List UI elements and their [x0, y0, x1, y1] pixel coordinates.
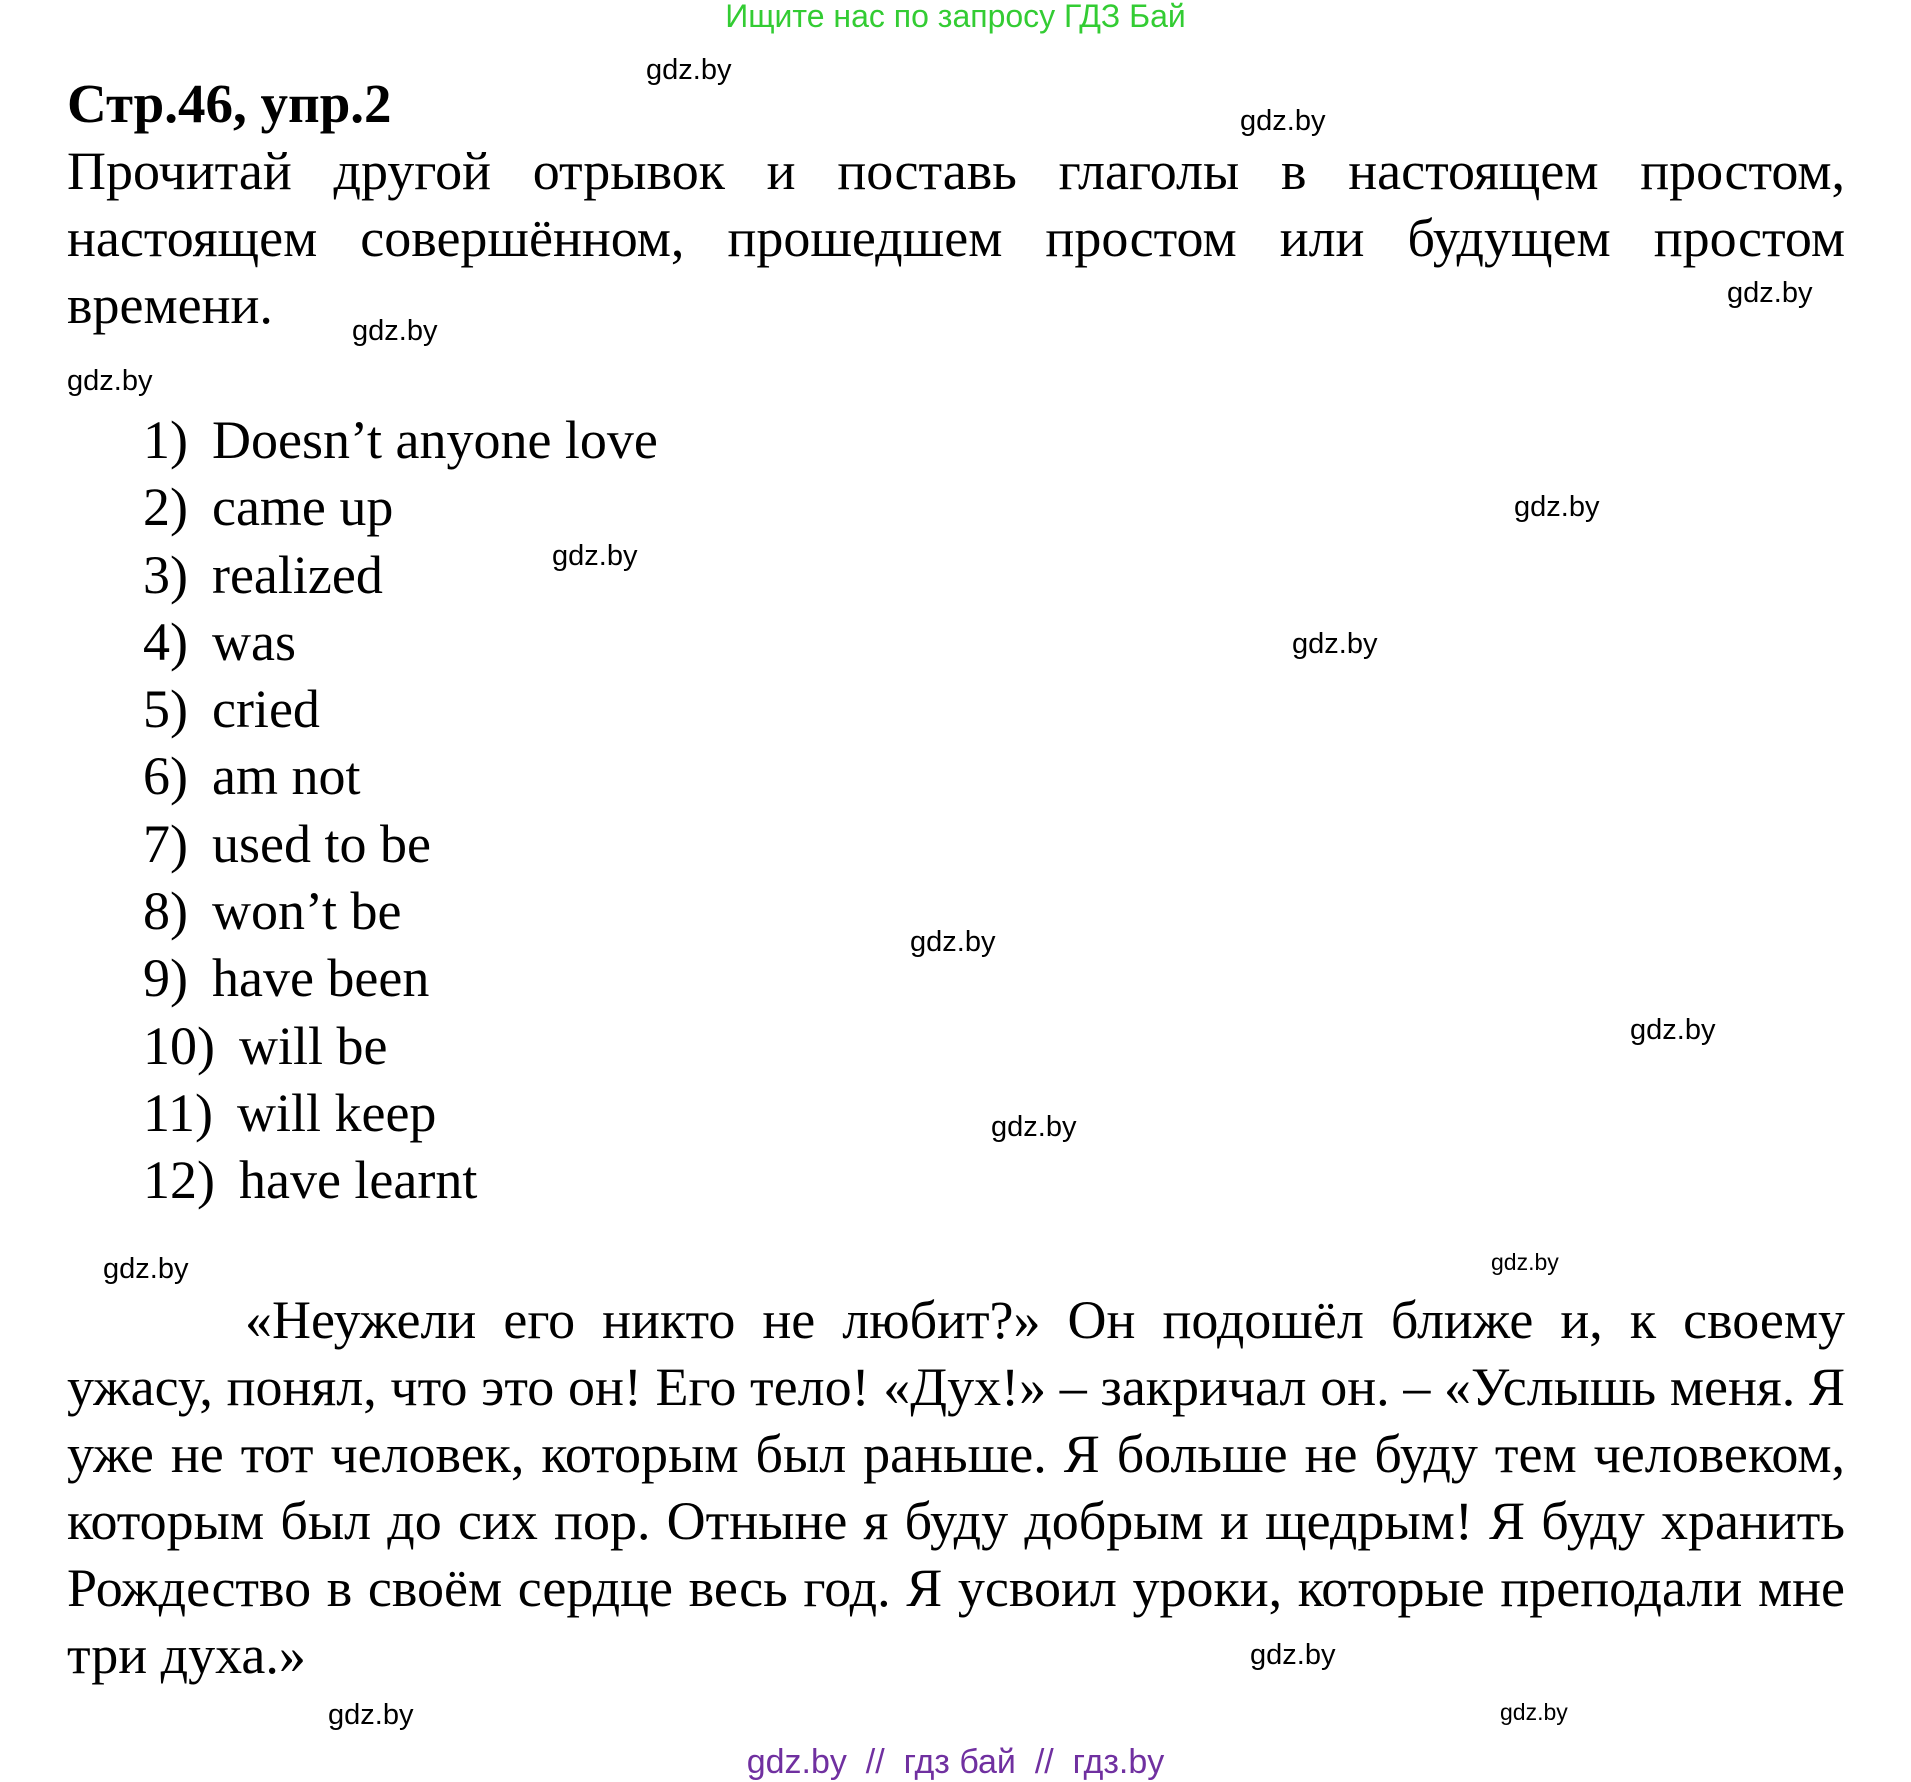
item-answer: have learnt [238, 1150, 478, 1211]
item-answer: will be [238, 1015, 388, 1076]
item-number: 5) [143, 679, 188, 740]
search-banner: Ищите нас по запросу ГДЗ Бай [725, 0, 1186, 34]
page-title: Стр.46, упр.2 [67, 73, 392, 134]
watermark: gdz.by [991, 1111, 1077, 1143]
list-item [143, 407, 658, 474]
item-answer: Doesn’t anyone love [211, 410, 658, 470]
list-item [143, 609, 658, 676]
watermark: gdz.by [67, 365, 153, 397]
list-item [143, 811, 658, 878]
task-instructions: Прочитай другой отрывок и поставь глаголы в настоящем простом, настоящем совершённом, прошедшем простом или будущем простом времени. [67, 141, 1845, 335]
list-item [143, 1147, 658, 1214]
watermark: gdz.by [552, 540, 638, 572]
item-answer: am not [211, 746, 361, 807]
item-answer: have been [211, 948, 430, 1009]
item-answer: cried [211, 679, 320, 740]
watermark: gdz.by [1292, 628, 1378, 660]
watermark: gdz.by [1514, 491, 1600, 523]
list-item [143, 676, 658, 743]
item-number: 6) [143, 746, 188, 807]
item-answer: won’t be [211, 881, 402, 942]
item-answer: realized [211, 544, 383, 605]
item-number: 4) [143, 611, 188, 672]
watermark: gdz.by [328, 1699, 414, 1731]
watermark: gdz.by [646, 54, 732, 86]
list-item [143, 945, 658, 1012]
watermark: gdz.by [1240, 105, 1326, 137]
watermark: gdz.by [1250, 1639, 1336, 1671]
item-number: 1) [143, 410, 188, 470]
item-number: 9) [143, 948, 188, 1009]
watermark: gdz.by [352, 315, 438, 347]
item-answer: was [211, 611, 296, 672]
footer-links: gdz.by // гдз бай // гдз.by [746, 1743, 1165, 1781]
watermark: gdz.by [1727, 277, 1813, 309]
item-answer: came up [211, 477, 394, 538]
item-answer: used to be [211, 813, 431, 874]
list-item [143, 1013, 658, 1080]
list-item [143, 878, 658, 945]
item-number: 3) [143, 544, 188, 605]
item-number: 11) [143, 1082, 213, 1143]
item-answer: will keep [236, 1082, 437, 1143]
watermark: gdz.by [910, 926, 996, 958]
item-number: 2) [143, 477, 188, 538]
watermark: gdz.by [1491, 1249, 1559, 1275]
watermark: gdz.by [103, 1253, 189, 1285]
item-number: 7) [143, 813, 188, 874]
story-translation: «Неужели его никто не любит?» Он подошёл ближе и, к своему ужасу, понял, что это он! Его тело! «Дух!» – закричал он. – «Услышь меня. Я уже не тот человек, которым был раньше. Я больше не буду тем человеком, которым был до сих пор. Отныне я буду добрым и щедрым! Я буду хранить Рождество в своём сердце весь год. Я усвоил уроки, которые преподали мне три духа.» [67, 1290, 1845, 1685]
watermark: gdz.by [1630, 1014, 1716, 1046]
item-number: 10) [143, 1015, 215, 1076]
watermark: gdz.by [1500, 1699, 1568, 1725]
item-number: 8) [143, 881, 188, 942]
item-number: 12) [143, 1150, 215, 1211]
list-item [143, 474, 658, 541]
list-item [143, 743, 658, 810]
list-item [143, 1080, 658, 1147]
answer-list [143, 407, 658, 1215]
